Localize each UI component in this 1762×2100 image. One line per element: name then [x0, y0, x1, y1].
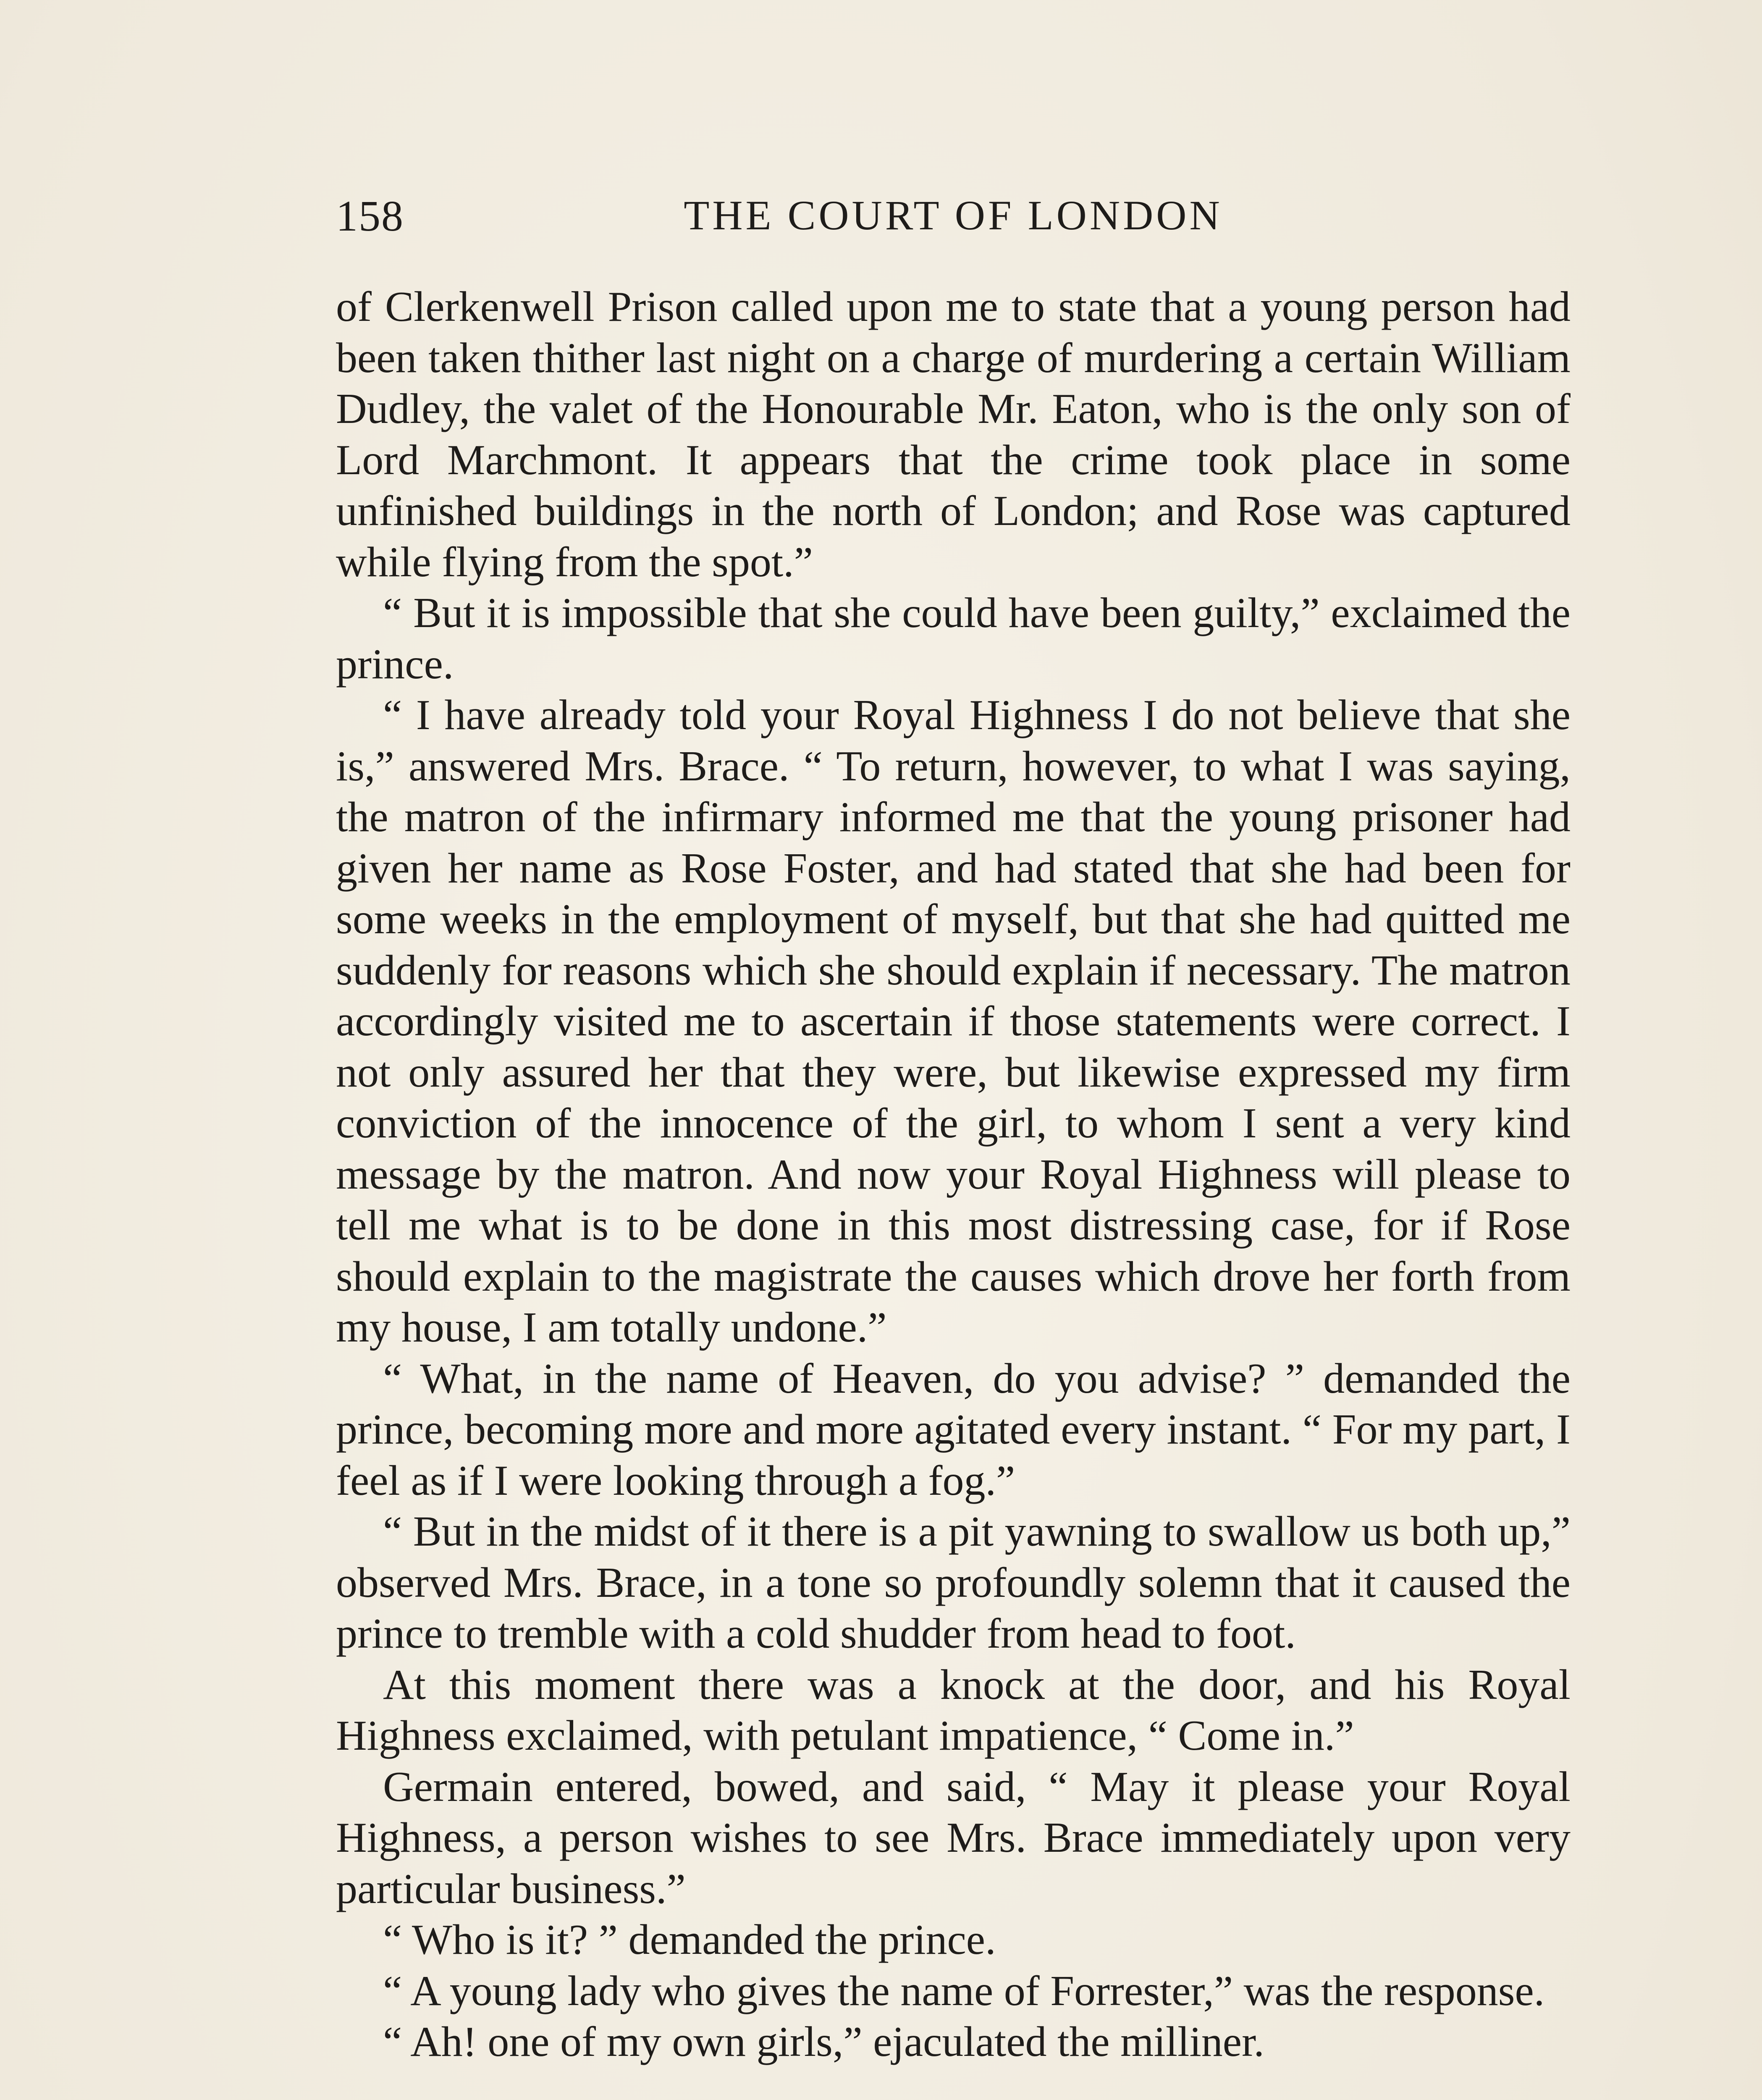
page-header [336, 191, 1571, 246]
paragraph: “ A young lady who gives the name of Forrester,” was the response. [383, 1967, 1545, 2015]
paragraph: “ Ah! one of my own girls,” ejaculated the milliner. [383, 2018, 1264, 2066]
paragraph: At this moment there was a knock at the door, and his Royal Highness exclaimed, with petulant impatience, “ Come in.” [336, 1661, 1571, 1759]
body-text [336, 281, 1571, 2068]
paragraph: “ But it is impossible that she could have been guilty,” exclaimed the prince. [336, 589, 1571, 688]
paragraph: Germain entered, bowed, and said, “ May it please your Royal Highness, a person wishes to see Mrs. Brace immediately upon very particular business.” [336, 1763, 1571, 1913]
running-title: THE COURT OF LONDON [684, 192, 1223, 239]
page-number: 158 [336, 192, 404, 240]
paragraph: of Clerkenwell Prison called upon me to state that a young person had been taken thither last night on a charge of murdering a certain William Dudley, the valet of the Honourable Mr. Eaton, who is the only son of Lord Marchmont. It appears that the crime took place in some unfinished buildings in the north of London; and Rose was captured while flying from the spot.” [336, 283, 1571, 586]
paragraph: “ I have already told your Royal Highness I do not believe that she is,” answered Mrs. Brace. “ To return, however, to what I was saying, the matron of the infirmary informed me that the young prisoner had given her name as Rose Foster, and had stated that she had been for some weeks in the employment of myself, but that she had quitted me suddenly for reasons which she should explain if necessary. The matron accordingly visited me to ascertain if those statements were correct. I not only assured her that they were, but likewise expressed my firm conviction of the innocence of the girl, to whom I sent a very kind message by the matron. And now your Royal Highness will please to tell me what is to be done in this most distressing case, for if Rose should explain to the magistrate the causes which drove her forth from my house, I am totally undone.” [336, 691, 1571, 1351]
paragraph: “ But in the midst of it there is a pit yawning to swallow us both up,” observed Mrs. Brace, in a tone so profoundly solemn that it caused the prince to tremble with a cold shudder from head to foot. [336, 1508, 1571, 1657]
paragraph: “ Who is it? ” demanded the prince. [383, 1916, 996, 1964]
paragraph: “ What, in the name of Heaven, do you advise? ” demanded the prince, becoming more and more agitated every instant. “ For my part, I feel as if I were looking through a fog.” [336, 1354, 1571, 1504]
